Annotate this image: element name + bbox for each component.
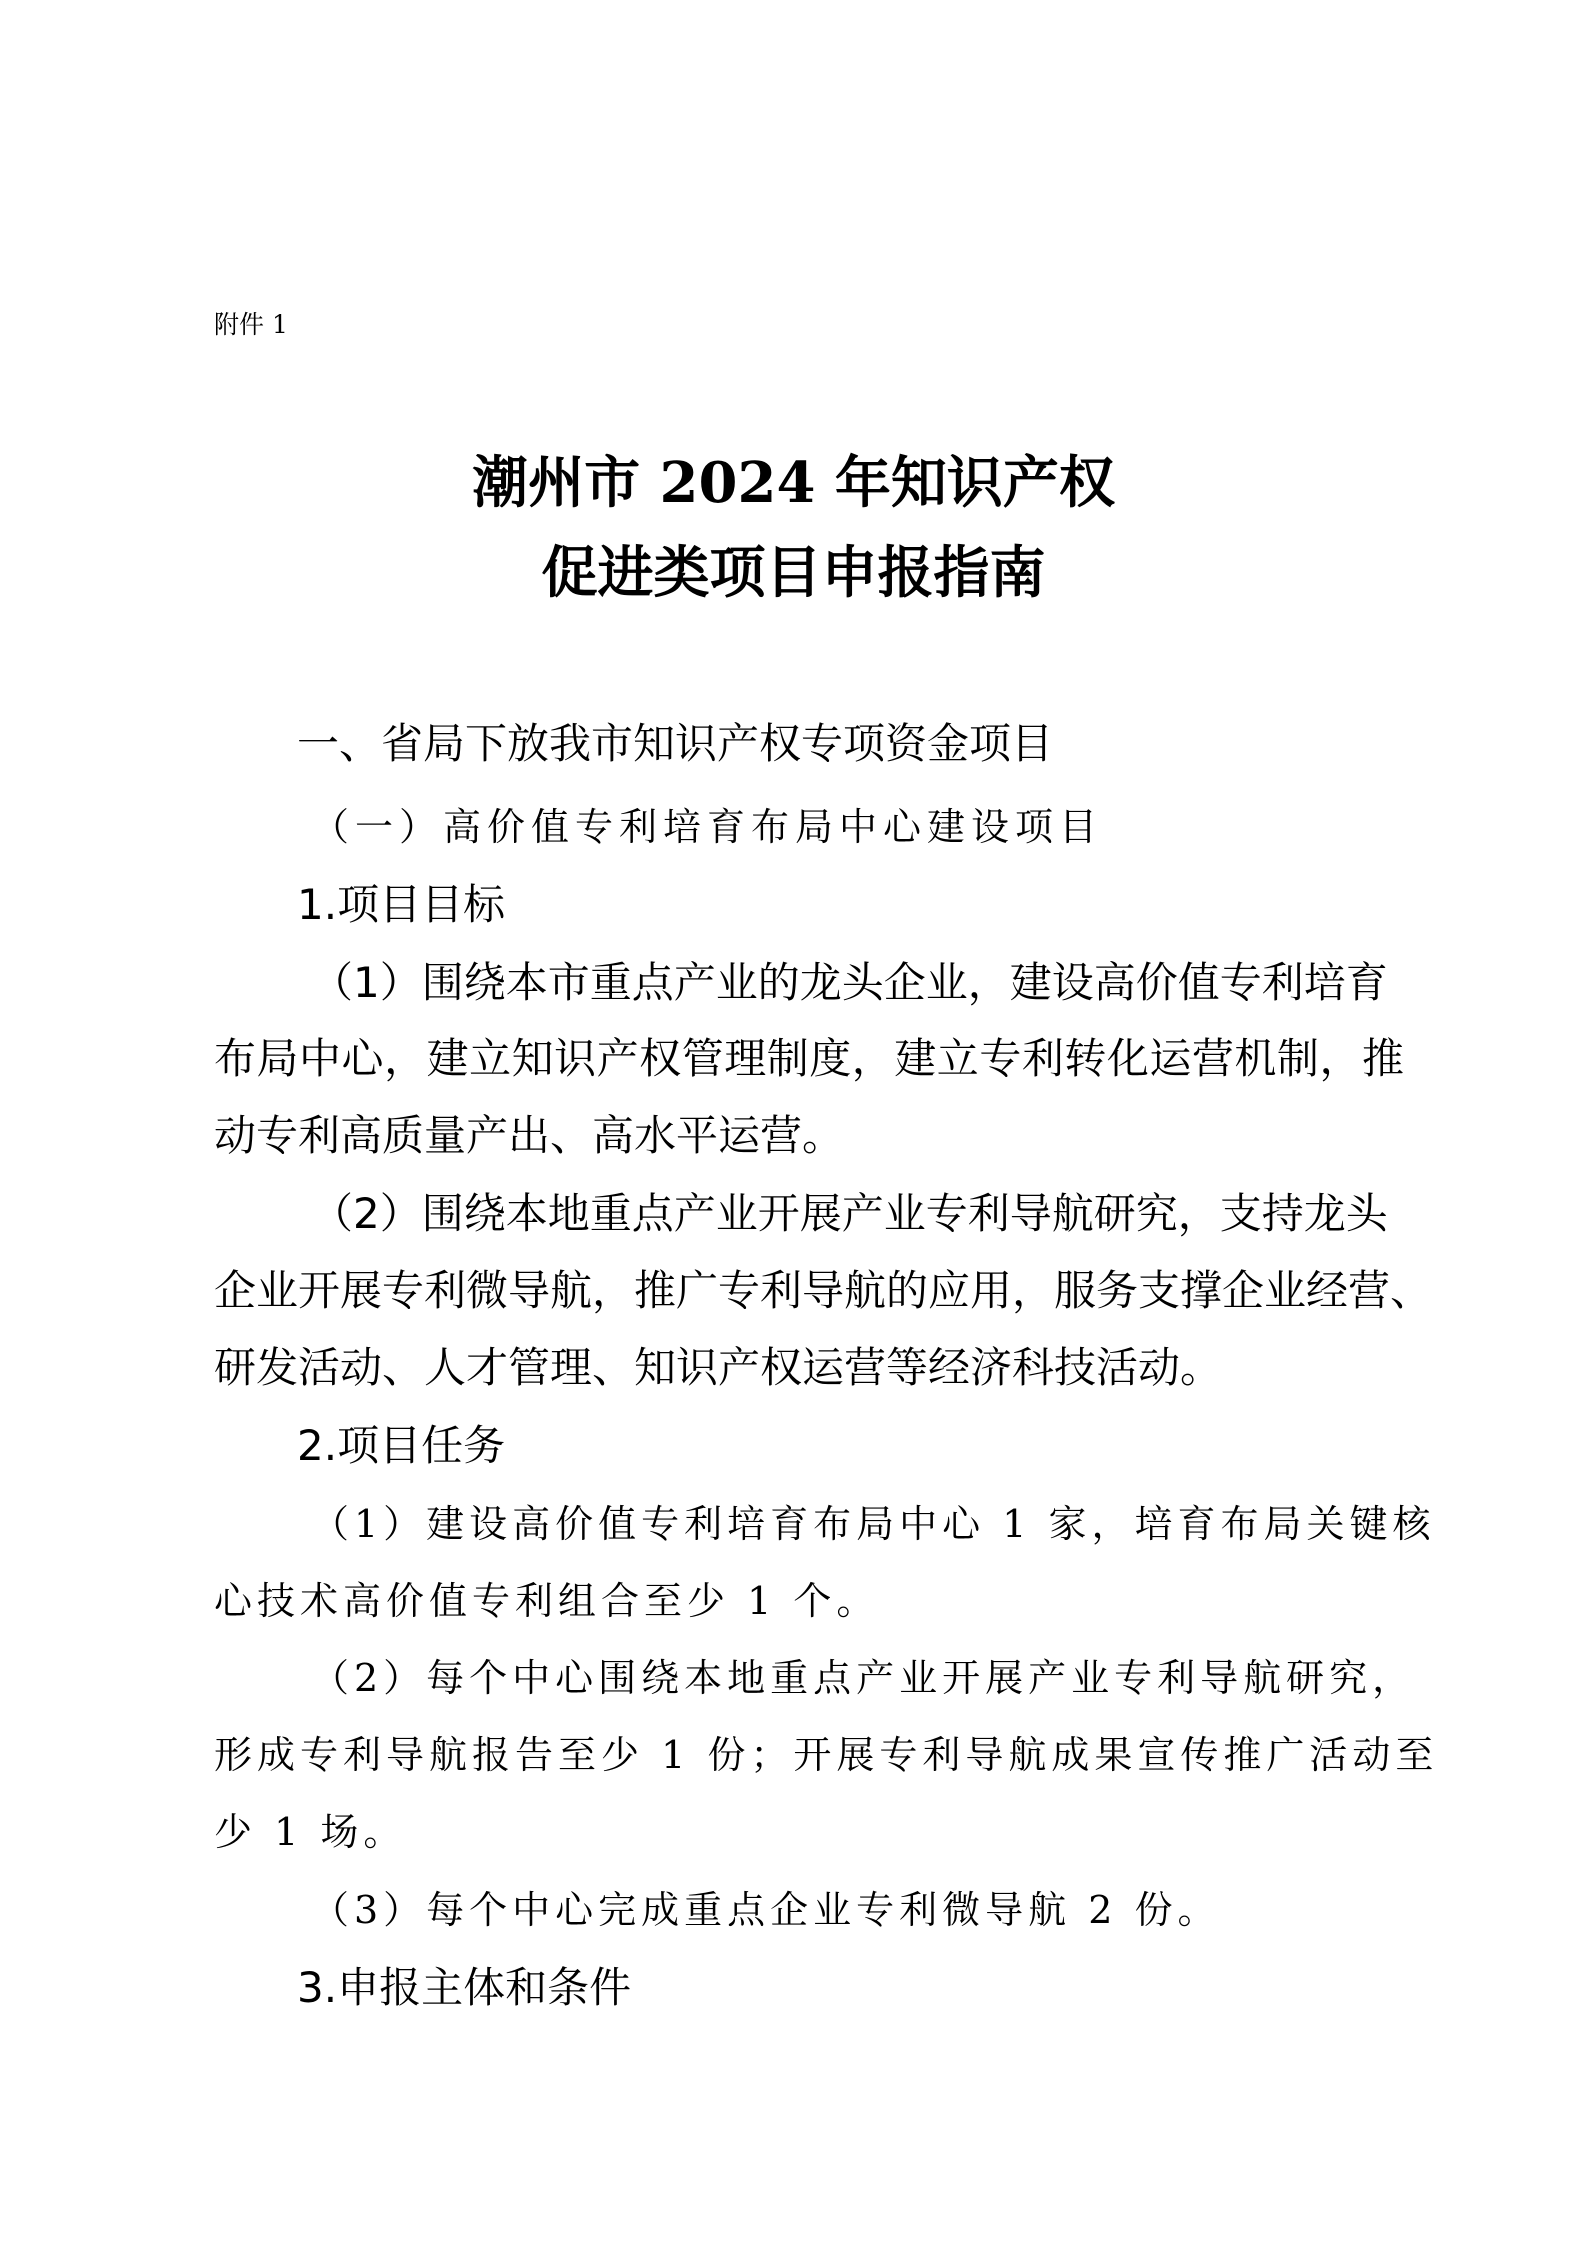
- attachment-label: 附件 1: [214, 310, 288, 339]
- subsection-heading: （一）高价值专利培育布局中心建设项目: [311, 805, 1104, 849]
- task1-line-2: 心技术高价值专利组合至少 1 个。: [214, 1579, 880, 1623]
- goal1-line-2: 布局中心，建立知识产权管理制度，建立专利转化运营机制，推: [214, 1034, 1404, 1083]
- goal2-line-3: 研发活动、人才管理、知识产权运营等经济科技活动。: [214, 1343, 1223, 1392]
- task2-line-1: （2）每个中心围绕本地重点产业开展产业专利导航研究，: [311, 1656, 1416, 1700]
- document-title-line-1: 潮州市 2024 年知识产权: [472, 450, 1115, 516]
- goal1-line-1: （1）围绕本市重点产业的龙头企业，建设高价值专利培育: [311, 958, 1388, 1007]
- task3-line-1: （3）每个中心完成重点企业专利微导航 2 份。: [311, 1888, 1221, 1932]
- task2-line-2: 形成专利导航报告至少 1 份；开展专利导航成果宣传推广活动至: [214, 1733, 1439, 1777]
- goal2-line-1: （2）围绕本地重点产业开展产业专利导航研究，支持龙头: [311, 1189, 1388, 1238]
- applicant-heading: 3.申报主体和条件: [297, 1963, 632, 2012]
- document-title-line-2: 促进类项目申报指南: [541, 540, 1046, 606]
- goal-heading: 1.项目目标: [297, 880, 506, 929]
- task1-line-1: （1）建设高价值专利培育布局中心 1 家，培育布局关键核: [311, 1502, 1436, 1546]
- section-heading: 一、省局下放我市知识产权专项资金项目: [297, 719, 1054, 768]
- goal2-line-2: 企业开展专利微导航，推广专利导航的应用，服务支撑企业经营、: [214, 1266, 1433, 1315]
- task2-line-3: 少 1 场。: [214, 1810, 407, 1854]
- goal1-line-3: 动专利高质量产出、高水平运营。: [214, 1111, 845, 1160]
- task-heading: 2.项目任务: [297, 1421, 506, 1470]
